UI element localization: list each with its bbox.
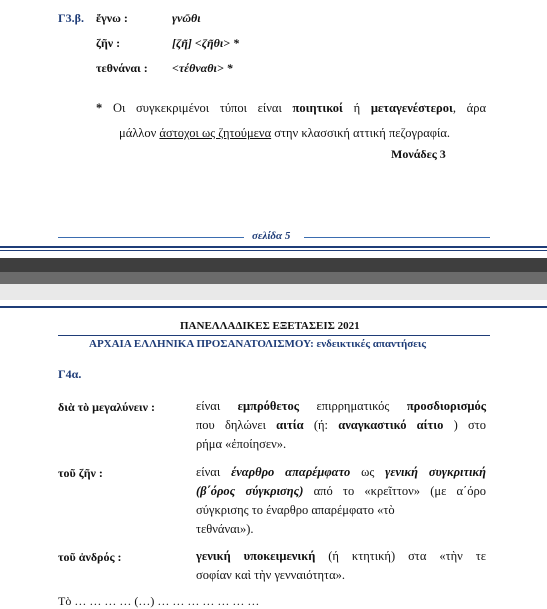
footer-rule-left [58,237,244,238]
form-term-3: τεθνάναι : [96,61,148,75]
header-title: ΠΑΝΕΛΛΑΔΙΚΕΣ ΕΞΕΤΑΣΕΙΣ 2021 [180,320,360,332]
note-star: * [96,101,103,115]
question-label: Γ3.β. [58,11,84,25]
entry-2-line-3: σύγκρισης το έναρθρο απαρέμφατο «τὸ [196,503,395,517]
note-line-1: * Οι συγκεκριμένοι τύποι είναι ποιητικοί ή μεταγενέστεροι, άρα [96,101,486,115]
page-bottom-border-thin [0,250,547,251]
form-term-2: ζῆν : [96,36,121,50]
note-line-2: μάλλον άστοχοι ως ζητούμενα στην κλασσική αττική πεζογραφία. [119,126,451,140]
entry-3-line-2: σοφίαν καὶ τὴν γενναιότητα». [196,568,345,582]
section-label: Γ4α. [58,367,82,381]
entry-term-2: τοῦ ζῆν : [58,466,103,480]
page-separator-mid [0,272,547,284]
page-separator-light [0,284,547,300]
page-5 [0,0,547,258]
entry-3-line-1: γενική υποκειμενική (ή κτητική) στα «τὴν τε [196,549,486,563]
form-value-3: <τέθναθι> * [172,61,233,75]
entry-1-line-3: ρήμα «ἐποίησεν». [196,437,287,451]
page-number: σελίδα 5 [252,230,291,242]
page-separator-dark [0,258,547,272]
entry-2-line-1: είναι έναρθρο απαρέμφατο ως γενική συγκριτική [196,465,486,479]
form-value-2: [ζῆ] <ζῆθι> * [172,36,239,50]
footer-rule-right [304,237,490,238]
entry-1-line-2: που δηλώνει αιτία (ή: αναγκαστικό αίτιο ) στο [196,418,486,432]
entry-term-1: διὰ τὸ μεγαλύνειν : [58,400,155,414]
page-bottom-border [0,246,547,248]
header-subtitle: ΑΡΧΑΙΑ ΕΛΛΗΝΙΚΑ ΠΡΟΣΑΝΑΤΟΛΙΣΜΟΥ: ενδεικτικές απαντήσεις [89,338,426,350]
form-value-1: γνῶθι [172,11,201,25]
page-6 [0,300,547,608]
entry-1-line-1: είναι εμπρόθετος επιρρηματικός προσδιορισμός [196,399,486,413]
entry-term-3: τοῦ ἀνδρός : [58,550,122,564]
entry-2-line-2: (β΄όρος σύγκρισης) από το «κρεῖττον» (με α΄όρο [196,484,487,498]
entry-2-line-4: τεθνάναι»). [196,522,254,536]
points-label: Μονάδες 3 [391,147,446,161]
page-top-border [0,306,547,308]
header-rule [58,335,490,336]
form-term-1: ἔγνω : [96,11,128,25]
cut-off-line: Τὸ … … … … (…) … … … … … … … [58,594,260,608]
